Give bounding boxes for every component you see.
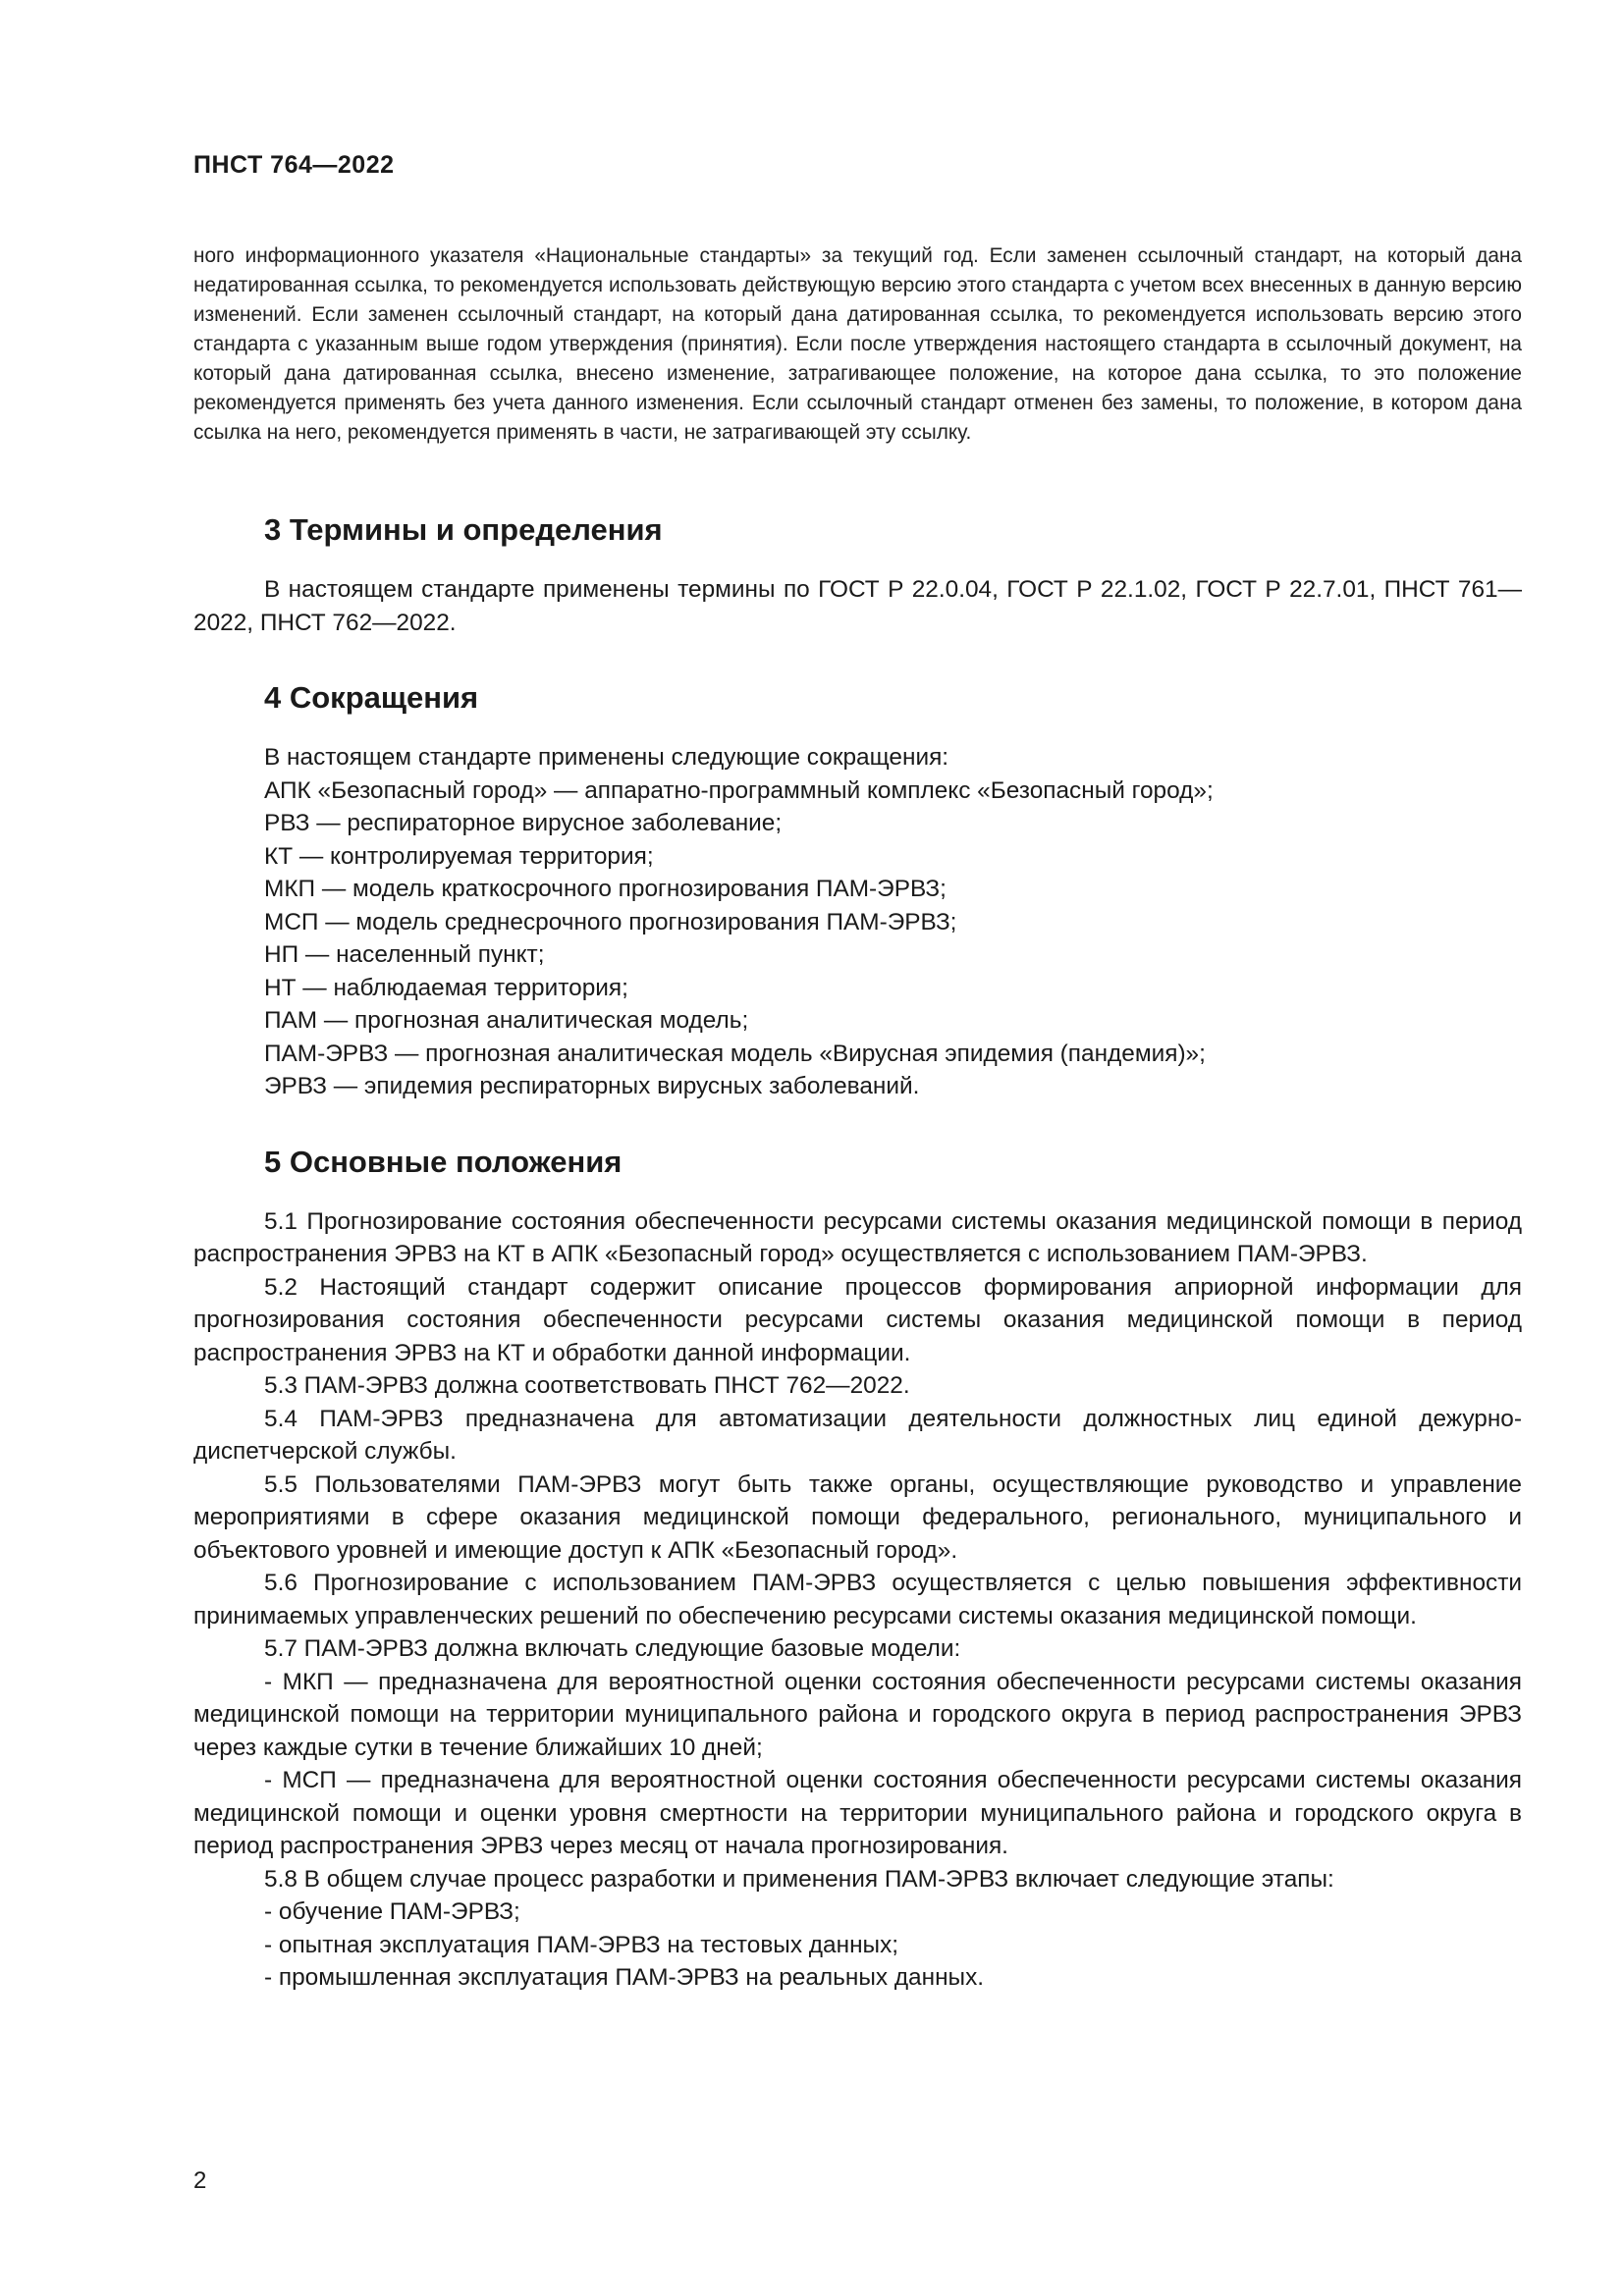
paragraph-5-2: 5.2 Настоящий стандарт содержит описание процессов формирования априорной информации для прогнозирования состояния обеспеченности ресурсами системы оказания медицинской помощи в период распространения ЭРВЗ на КТ и обработки данной информации.	[193, 1273, 1522, 1366]
paragraph-5-7: 5.7 ПАМ-ЭРВЗ должна включать следующие базовые модели:	[264, 1635, 961, 1662]
abbreviation-item: ПАМ — прогнозная аналитическая модель;	[264, 1007, 749, 1034]
abbreviation-item: МКП — модель краткосрочного прогнозирования ПАМ-ЭРВЗ;	[264, 876, 947, 902]
main-content	[193, 510, 1522, 1995]
abbreviation-item: КТ — контролируемая территория;	[264, 842, 654, 870]
abbreviation-item: ЭРВЗ — эпидемия респираторных вирусных заболеваний.	[264, 1073, 920, 1099]
paragraph-5-7-mkp: - МКП — предназначена для вероятностной оценки состояния обеспеченности ресурсами системы оказания медицинской помощи на территории муниципального района и городского округа в период распространения ЭРВЗ через каждые сутки в течение ближайших 10 дней;	[193, 1668, 1522, 1761]
section-4-intro: В настоящем стандарте применены следующие сокращения:	[264, 744, 949, 771]
document-code-header: ПНСТ 764—2022	[193, 151, 395, 179]
abbreviation-item: НП — населенный пункт;	[264, 941, 545, 968]
paragraph-5-7-msp: - МСП — предназначена для вероятностной оценки состояния обеспеченности ресурсами системы оказания медицинской помощи и оценки уровня смертности на территории муниципального района и городского округа в период распространения ЭРВЗ через месяц от начала прогнозирования.	[193, 1767, 1522, 1859]
paragraph-5-4: 5.4 ПАМ-ЭРВЗ предназначена для автоматизации деятельности должностных лиц единой дежурно-диспетчерской службы.	[193, 1405, 1522, 1465]
abbreviation-item: ПАМ-ЭРВЗ — прогнозная аналитическая модель «Вирусная эпидемия (пандемия)»;	[264, 1040, 1206, 1067]
section-4-heading: 4 Сокращения	[264, 680, 479, 715]
abbreviation-item: НТ — наблюдаемая территория;	[264, 974, 628, 1001]
paragraph-5-1: 5.1 Прогнозирование состояния обеспеченности ресурсами системы оказания медицинской помощи в период распространения ЭРВЗ на КТ в АПК «Безопасный город» осуществляется с использованием ПАМ-ЭРВЗ.	[193, 1207, 1522, 1267]
stage-item: - опытная эксплуатация ПАМ-ЭРВЗ на тестовых данных;	[264, 1931, 899, 1958]
abbreviation-item: МСП — модель среднесрочного прогнозирования ПАМ-ЭРВЗ;	[264, 908, 957, 935]
intro-paragraph: ного информационного указателя «Национальные стандарты» за текущий год. Если заменен ссылочный стандарт, на который дана недатированная ссылка, то рекомендуется использовать действующую версию этого стандарта с учетом всех внесенных в данную версию изменений. Если заменен ссылочный стандарт, на который дана датированная ссылка, то рекомендуется использовать версию этого стандарта с указанным выше годом утверждения (принятия). Если после утверждения настоящего стандарта в ссылочный документ, на который дана датированная ссылка, внесено изменение, затрагивающее положение, на которое дана ссылка, то это положение рекомендуется применять без учета данного изменения. Если ссылочный стандарт отменен без замены, то положение, в котором дана ссылка на него, рекомендуется применять в части, не затрагивающей эту ссылку.	[193, 243, 1522, 444]
abbreviation-item: РВЗ — респираторное вирусное заболевание;	[264, 810, 783, 836]
section-3-heading: 3 Термины и определения	[264, 512, 663, 547]
section-3-text: В настоящем стандарте применены термины по ГОСТ Р 22.0.04, ГОСТ Р 22.1.02, ГОСТ Р 22.7.01, ПНСТ 761—2022, ПНСТ 762—2022.	[193, 576, 1522, 636]
stage-item: - обучение ПАМ-ЭРВЗ;	[264, 1898, 520, 1925]
abbreviation-item: АПК «Безопасный город» — аппаратно-программный комплекс «Безопасный город»;	[264, 776, 1214, 804]
paragraph-5-6: 5.6 Прогнозирование с использованием ПАМ-ЭРВЗ осуществляется с целью повышения эффективности принимаемых управленческих решений по обеспечению ресурсами системы оказания медицинской помощи.	[193, 1570, 1522, 1629]
page-number: 2	[193, 2167, 207, 2194]
stage-item: - промышленная эксплуатация ПАМ-ЭРВЗ на реальных данных.	[264, 1964, 985, 1991]
paragraph-5-8: 5.8 В общем случае процесс разработки и применения ПАМ-ЭРВЗ включает следующие этапы:	[264, 1865, 1334, 1893]
paragraph-5-3: 5.3 ПАМ-ЭРВЗ должна соответствовать ПНСТ 762—2022.	[264, 1372, 910, 1399]
paragraph-5-5: 5.5 Пользователями ПАМ-ЭРВЗ могут быть также органы, осуществляющие руководство и управление мероприятиями в сфере оказания медицинской помощи федерального, регионального, муниципального и объектового уровней и имеющие доступ к АПК «Безопасный город».	[193, 1470, 1522, 1564]
section-5-heading: 5 Основные положения	[264, 1144, 623, 1179]
